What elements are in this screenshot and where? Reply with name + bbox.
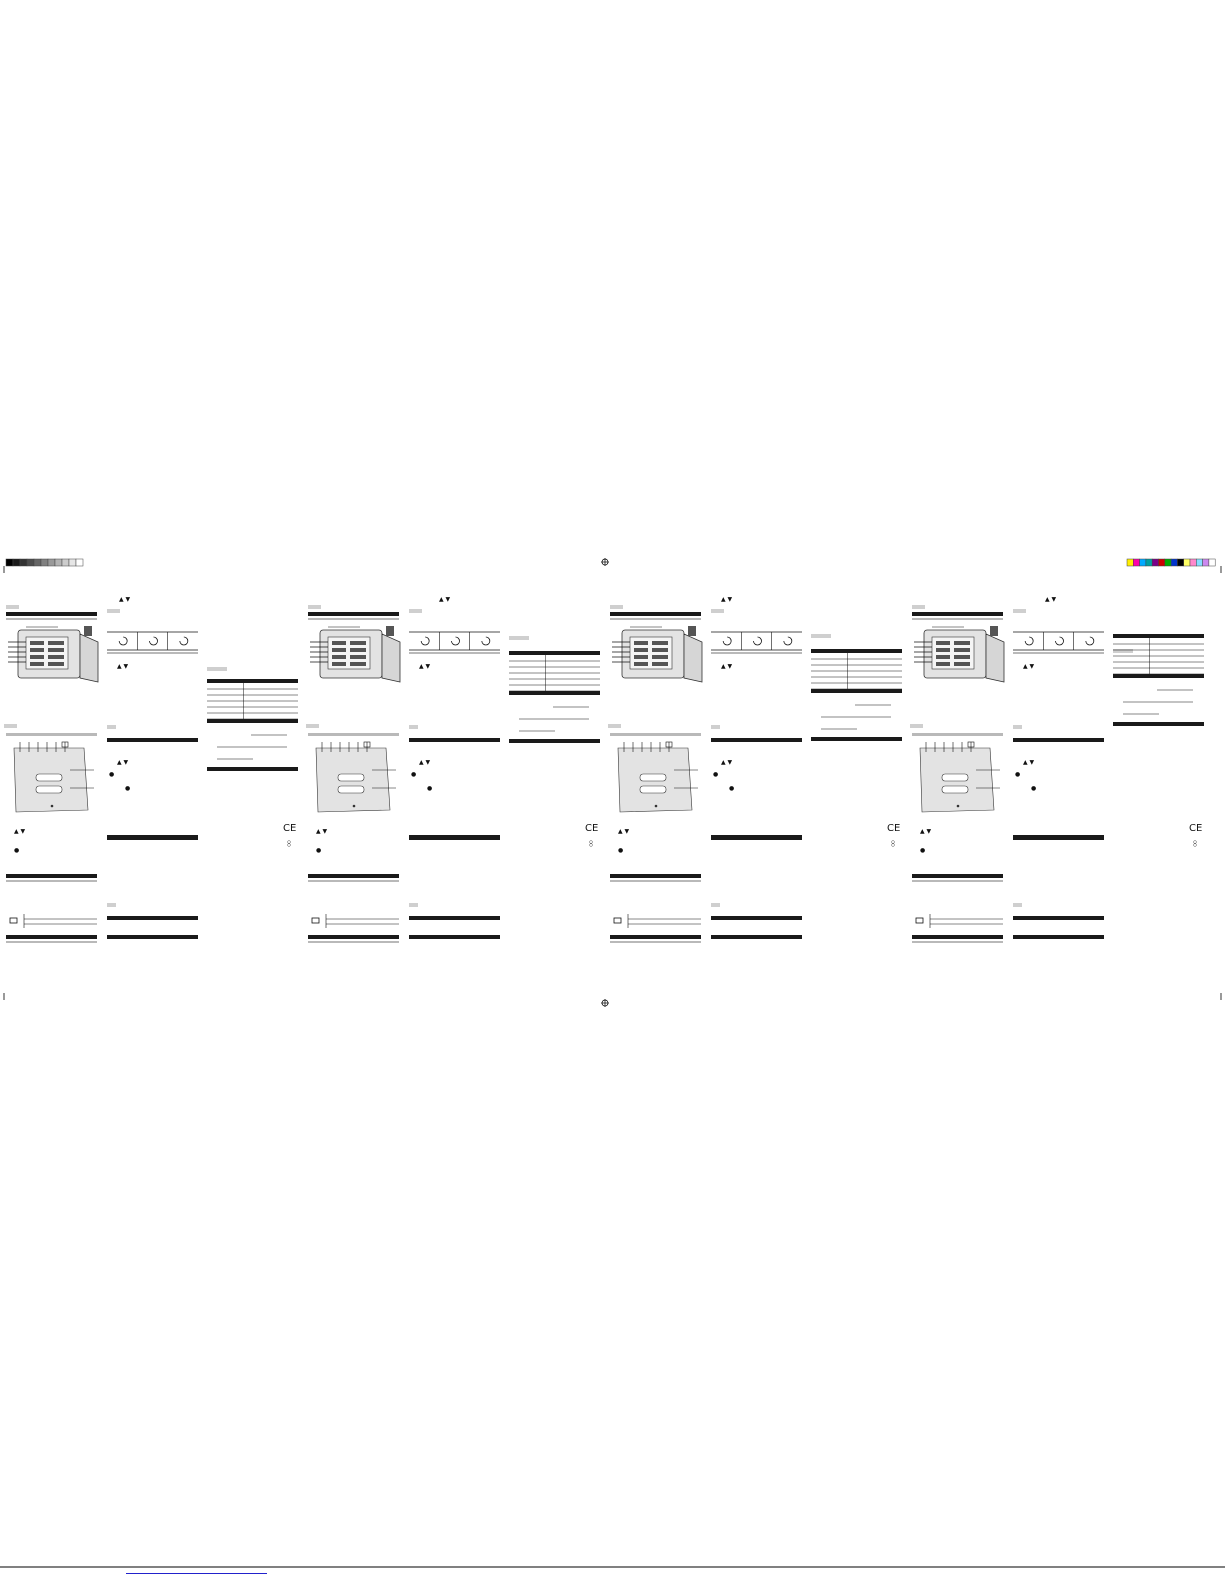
section-header-box	[811, 634, 831, 638]
lcd-digit	[936, 662, 950, 666]
up-down-arrows-icon: ▲ ▼	[117, 759, 129, 766]
up-down-arrows-icon: ▲ ▼	[1045, 596, 1057, 603]
bullet-icon: ●	[109, 771, 115, 778]
battery	[640, 786, 666, 793]
rotate-icon	[482, 637, 490, 645]
gray-swatch	[48, 559, 55, 566]
battery-icon	[614, 918, 621, 923]
registration-mark-icon	[601, 999, 609, 1007]
battery-icon	[10, 918, 17, 923]
up-down-arrows-icon: ▲ ▼	[439, 596, 451, 603]
title-bar-black	[6, 612, 97, 616]
section-bar-black	[711, 935, 802, 939]
table-head	[1113, 634, 1204, 638]
lcd-digit	[48, 648, 64, 652]
lcd-digit	[954, 662, 970, 666]
bullet-icon: ●	[1031, 785, 1037, 792]
up-down-arrows-icon: ▲ ▼	[119, 596, 131, 603]
rotate-icon	[421, 637, 429, 645]
registration-mark-icon	[601, 558, 609, 566]
up-down-arrows-icon: ▲ ▼	[316, 828, 328, 835]
section-header-box	[409, 609, 422, 613]
rotate-icon	[754, 637, 762, 645]
section-header-box	[509, 636, 529, 640]
device-side	[684, 634, 702, 682]
section-header-box	[306, 724, 319, 728]
gray-swatch	[20, 559, 27, 566]
section-rule	[912, 733, 1003, 736]
lcd-digit	[48, 641, 64, 645]
battery	[942, 774, 968, 781]
gray-swatch	[34, 559, 41, 566]
section-rule	[610, 733, 701, 736]
table-foot	[509, 691, 600, 695]
bullet-icon: ●	[1015, 771, 1021, 778]
rotate-icon	[119, 637, 127, 645]
battery	[36, 774, 62, 781]
section-bar-black	[1013, 916, 1104, 920]
rotate-icon	[784, 637, 792, 645]
section-bar-black	[1013, 738, 1104, 742]
battery-row	[312, 914, 399, 928]
ce-mark-icon: CE	[1189, 823, 1203, 834]
screw	[353, 805, 356, 808]
section-bar-black	[207, 767, 298, 771]
lcd-digit	[30, 662, 44, 666]
lcd-digit	[332, 655, 346, 659]
lcd-digit	[954, 641, 970, 645]
up-down-arrows-icon: ▲ ▼	[14, 828, 26, 835]
device-back-illustration	[920, 742, 1000, 812]
section-bar-black	[308, 935, 399, 939]
up-down-arrows-icon: ▲ ▼	[721, 759, 733, 766]
projector-head	[386, 626, 394, 636]
title-bar-black	[912, 612, 1003, 616]
lcd-digit	[30, 655, 44, 659]
section-bar-black	[509, 739, 600, 743]
battery	[338, 786, 364, 793]
rotate-icon	[1025, 637, 1033, 645]
section-header-box	[608, 724, 621, 728]
table-foot	[1113, 674, 1204, 678]
section-bar-black	[107, 935, 198, 939]
rotate-icon	[452, 637, 460, 645]
title-bar-gray	[610, 618, 701, 620]
battery	[640, 774, 666, 781]
device-front-illustration	[8, 626, 98, 682]
ce-mark-icon: CE	[585, 823, 599, 834]
battery	[36, 786, 62, 793]
lcd-digit	[954, 648, 970, 652]
rotate-icon	[723, 637, 731, 645]
table-foot	[207, 719, 298, 723]
section-bar-gray	[912, 880, 1003, 882]
device-side	[80, 634, 98, 682]
screw	[655, 805, 658, 808]
section-bar-black	[107, 738, 198, 742]
gray-swatch	[13, 559, 20, 566]
section-bar-black	[711, 916, 802, 920]
title-bar-black	[308, 612, 399, 616]
color-swatch	[1152, 559, 1158, 566]
lcd-digit	[332, 648, 346, 652]
section-bar-black	[610, 874, 701, 878]
color-swatch	[1127, 559, 1133, 566]
bullet-icon: ●	[713, 771, 719, 778]
section-bar-black	[1113, 722, 1204, 726]
section-bar-gray	[6, 941, 97, 943]
section-bar-black	[912, 935, 1003, 939]
projector-head	[84, 626, 92, 636]
section-header-box	[6, 605, 19, 609]
section-header-box	[910, 724, 923, 728]
section-bar-gray	[6, 880, 97, 882]
recycle-icon	[1194, 844, 1197, 847]
lcd-digit	[332, 662, 346, 666]
table-head	[207, 679, 298, 683]
section-header-box	[912, 605, 925, 609]
gray-swatch	[41, 559, 48, 566]
rotate-icon	[150, 637, 158, 645]
color-swatch	[1209, 559, 1215, 566]
lcd-digit	[652, 655, 668, 659]
section-header-box	[409, 725, 418, 729]
bullet-icon: ●	[729, 785, 735, 792]
projector-head	[990, 626, 998, 636]
lcd-digit	[634, 641, 648, 645]
section-bar-black	[610, 935, 701, 939]
section-header-box	[1013, 903, 1022, 907]
table-foot	[811, 689, 902, 693]
battery	[338, 774, 364, 781]
table-shade	[1013, 652, 1104, 654]
lcd-digit	[350, 648, 366, 652]
color-swatch	[1203, 559, 1209, 566]
section-rule	[308, 733, 399, 736]
device-side	[382, 634, 400, 682]
section-bar-black	[811, 737, 902, 741]
section-rule	[6, 733, 97, 736]
section-bar-gray	[308, 880, 399, 882]
device-back-illustration	[316, 742, 396, 812]
lcd-digit	[48, 662, 64, 666]
lcd-digit	[634, 662, 648, 666]
section-header-box	[107, 903, 116, 907]
projection-rotate-table	[107, 632, 198, 654]
section-header-box	[308, 605, 321, 609]
section-bar-black	[107, 835, 198, 840]
table-shade	[409, 652, 500, 654]
lcd-digit	[30, 648, 44, 652]
color-swatch	[1184, 559, 1190, 566]
section-bar-black	[6, 935, 97, 939]
projection-rotate-table	[1013, 632, 1104, 654]
gray-swatch	[55, 559, 62, 566]
bottom-link-underline[interactable]	[126, 1573, 267, 1574]
lcd-digit	[48, 655, 64, 659]
title-bar-gray	[308, 618, 399, 620]
gray-swatch	[62, 559, 69, 566]
color-swatch	[1190, 559, 1196, 566]
spec-table	[811, 649, 902, 693]
section-bar-black	[6, 874, 97, 878]
device-front-illustration	[612, 626, 702, 682]
bullet-icon: ●	[618, 847, 624, 854]
screw	[51, 805, 54, 808]
color-swatch	[1133, 559, 1139, 566]
section-header-box	[711, 609, 724, 613]
lcd-digit	[652, 648, 668, 652]
section-header-box	[711, 725, 720, 729]
recycle-icon	[590, 844, 593, 847]
section-header-box	[610, 605, 623, 609]
bullet-icon: ●	[125, 785, 131, 792]
up-down-arrows-icon: ▲ ▼	[117, 663, 129, 670]
table-shade	[711, 652, 802, 654]
table-head	[811, 649, 902, 653]
section-bar-black	[409, 916, 500, 920]
ce-mark-icon: CE	[283, 823, 297, 834]
up-down-arrows-icon: ▲ ▼	[419, 663, 431, 670]
lcd-digit	[652, 662, 668, 666]
table-head	[509, 651, 600, 655]
lcd-digit	[634, 655, 648, 659]
projector-head	[688, 626, 696, 636]
rotate-icon	[1056, 637, 1064, 645]
battery-icon	[312, 918, 319, 923]
projection-rotate-table	[409, 632, 500, 654]
bullet-icon: ●	[411, 771, 417, 778]
section-bar-black	[1013, 935, 1104, 939]
section-bar-gray	[308, 941, 399, 943]
section-bar-black	[308, 874, 399, 878]
up-down-arrows-icon: ▲ ▼	[721, 596, 733, 603]
spec-table	[1113, 634, 1204, 678]
recycle-icon	[1194, 841, 1197, 844]
rotate-icon	[1086, 637, 1094, 645]
screw	[957, 805, 960, 808]
color-swatch	[1165, 559, 1171, 566]
table-shade	[107, 652, 198, 654]
section-header-box	[409, 903, 418, 907]
section-header-box	[107, 609, 120, 613]
section-bar-black	[711, 738, 802, 742]
up-down-arrows-icon: ▲ ▼	[618, 828, 630, 835]
section-bar-black	[409, 835, 500, 840]
lcd-digit	[30, 641, 44, 645]
section-bar-black	[1013, 835, 1104, 840]
up-down-arrows-icon: ▲ ▼	[1023, 663, 1035, 670]
lcd-digit	[332, 641, 346, 645]
section-bar-black	[711, 835, 802, 840]
gray-swatch	[6, 559, 13, 566]
color-swatch	[1171, 559, 1177, 566]
color-swatch	[1196, 559, 1202, 566]
title-bar-black	[610, 612, 701, 616]
lcd-digit	[936, 655, 950, 659]
title-bar-gray	[6, 618, 97, 620]
color-swatch	[1140, 559, 1146, 566]
battery-row	[916, 914, 1003, 928]
recycle-icon	[892, 844, 895, 847]
device-front-illustration	[914, 626, 1004, 682]
section-bar-black	[912, 874, 1003, 878]
up-down-arrows-icon: ▲ ▼	[1023, 759, 1035, 766]
rotate-icon	[180, 637, 188, 645]
bullet-icon: ●	[427, 785, 433, 792]
up-down-arrows-icon: ▲ ▼	[920, 828, 932, 835]
up-down-arrows-icon: ▲ ▼	[721, 663, 733, 670]
recycle-icon	[590, 841, 593, 844]
device-back-illustration	[14, 742, 94, 812]
recycle-icon	[892, 841, 895, 844]
section-header-box	[4, 724, 17, 728]
recycle-icon	[288, 841, 291, 844]
lcd-digit	[350, 641, 366, 645]
section-header-box	[711, 903, 720, 907]
spec-table	[509, 651, 600, 695]
section-header-box	[1113, 649, 1133, 653]
lcd-digit	[936, 641, 950, 645]
color-swatch	[1177, 559, 1183, 566]
recycle-icon	[288, 844, 291, 847]
lcd-digit	[936, 648, 950, 652]
section-bar-black	[409, 738, 500, 742]
color-swatch	[1146, 559, 1152, 566]
battery-row	[10, 914, 97, 928]
lcd-digit	[954, 655, 970, 659]
projection-rotate-table	[711, 632, 802, 654]
section-header-box	[1013, 609, 1026, 613]
lcd-digit	[350, 655, 366, 659]
up-down-arrows-icon: ▲ ▼	[419, 759, 431, 766]
battery	[942, 786, 968, 793]
section-header-box	[207, 667, 227, 671]
section-bar-black	[409, 935, 500, 939]
section-header-box	[1013, 725, 1022, 729]
bullet-icon: ●	[14, 847, 20, 854]
lcd-digit	[652, 641, 668, 645]
gray-swatch	[76, 559, 83, 566]
section-bar-gray	[912, 941, 1003, 943]
section-bar-gray	[610, 880, 701, 882]
section-header-box	[107, 725, 116, 729]
battery-row	[614, 914, 701, 928]
gray-swatch	[27, 559, 34, 566]
gray-swatch	[69, 559, 76, 566]
section-bar-black	[107, 916, 198, 920]
section-bar-gray	[610, 941, 701, 943]
bullet-icon: ●	[316, 847, 322, 854]
spec-table	[207, 679, 298, 723]
title-bar-gray	[912, 618, 1003, 620]
device-front-illustration	[310, 626, 400, 682]
bullet-icon: ●	[920, 847, 926, 854]
device-side	[986, 634, 1004, 682]
battery-icon	[916, 918, 923, 923]
ce-mark-icon: CE	[887, 823, 901, 834]
device-back-illustration	[618, 742, 698, 812]
lcd-digit	[634, 648, 648, 652]
lcd-digit	[350, 662, 366, 666]
color-swatch	[1159, 559, 1165, 566]
